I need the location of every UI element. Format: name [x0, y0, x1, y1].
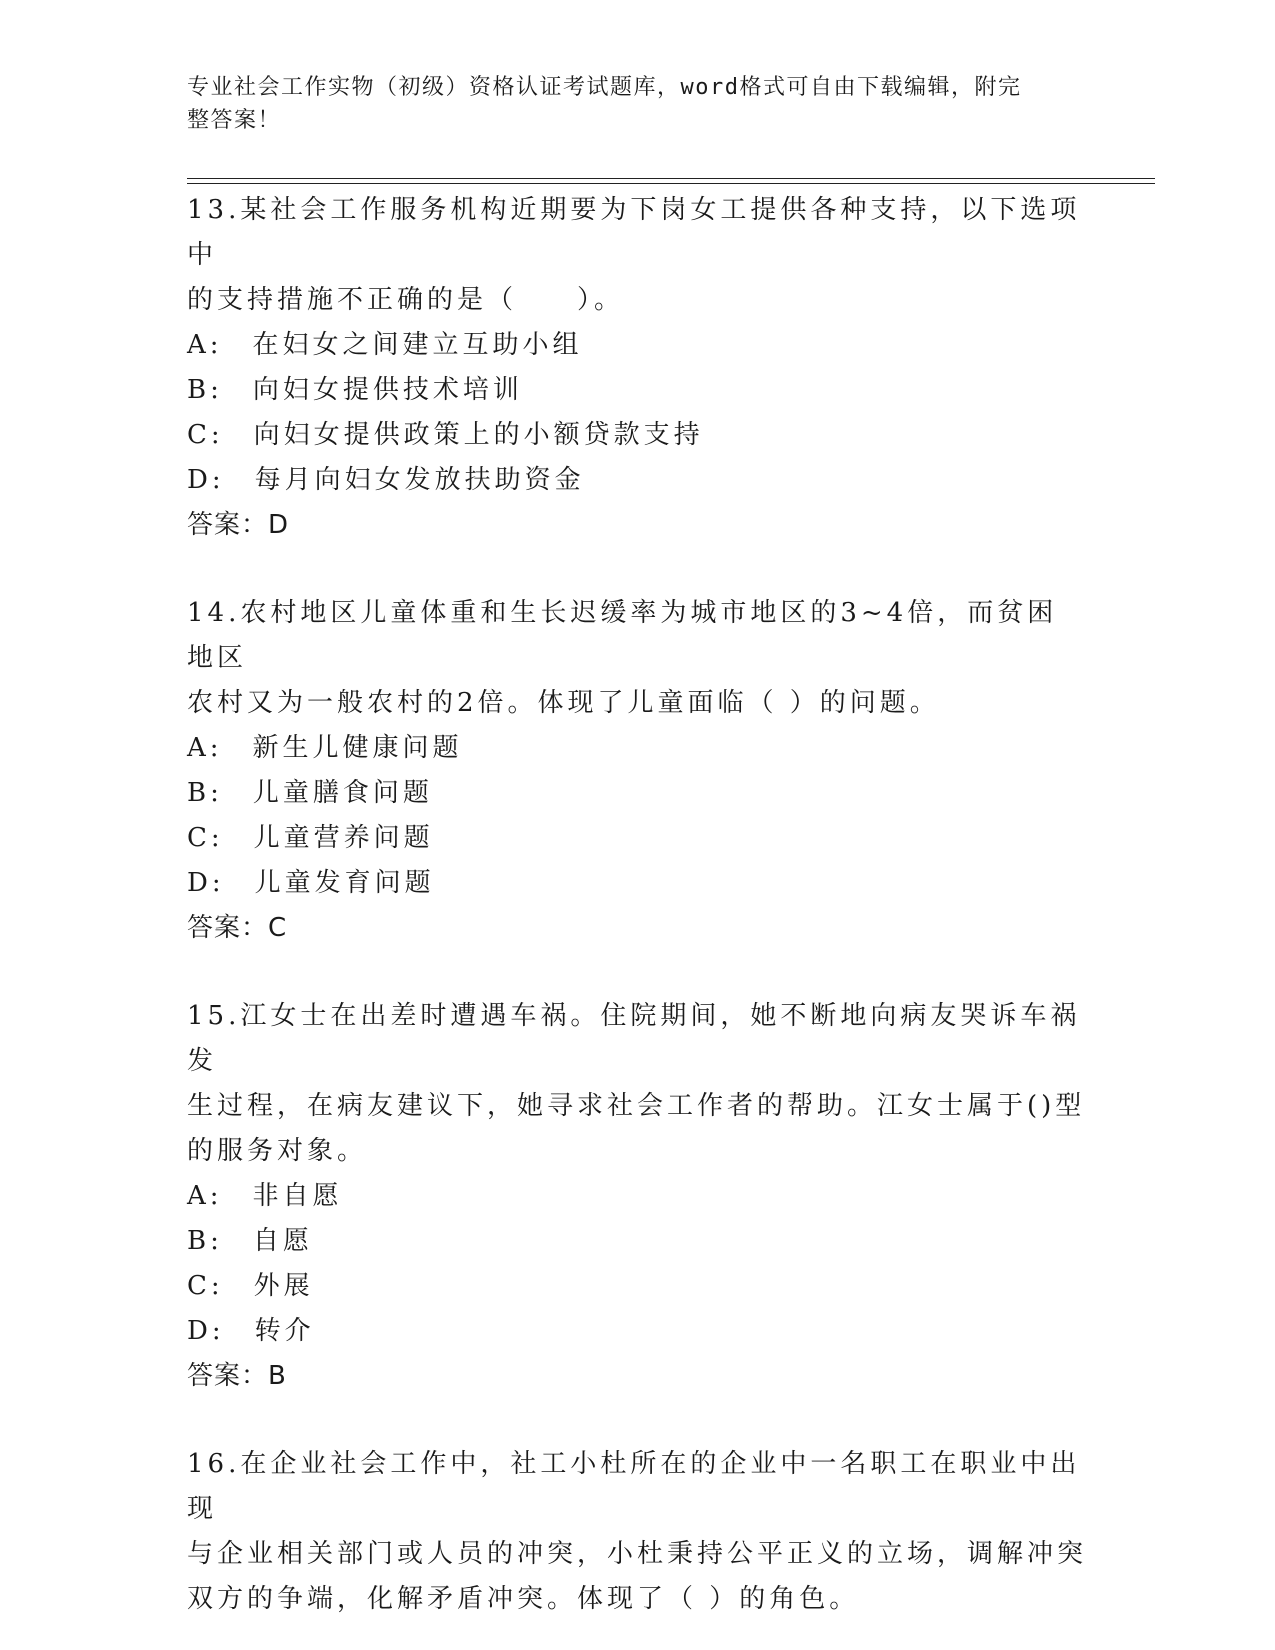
question-spacer	[187, 951, 1087, 994]
option-d: D: 每月向妇女发放扶助资金	[187, 465, 585, 495]
question-text-line: 14.农村地区儿童体重和生长迟缓率为城市地区的3~4倍，而贫困地区	[187, 598, 1058, 673]
question-list	[187, 188, 1087, 1622]
question-16	[187, 1442, 1087, 1622]
document-header	[187, 71, 1067, 137]
question-text-line: 生过程，在病友建议下，她寻求社会工作者的帮助。江女士属于()型	[187, 1091, 1086, 1121]
answer-label: 答案：C	[187, 913, 288, 943]
question-text-line: 16.在企业社会工作中，社工小杜所在的企业中一名职工在职业中出现	[187, 1449, 1081, 1524]
option-a: A: 在妇女之间建立互助小组	[187, 330, 583, 360]
question-text-line: 15.江女士在出差时遭遇车祸。住院期间，她不断地向病友哭诉车祸发	[187, 1001, 1081, 1076]
option-c: C: 儿童营养问题	[187, 823, 434, 853]
question-text-line: 与企业相关部门或人员的冲突，小杜秉持公平正义的立场，调解冲突	[187, 1539, 1088, 1569]
header-line-1: 专业社会工作实物（初级）资格认证考试题库，word格式可自由下载编辑，附完	[187, 75, 1022, 100]
option-b: B: 向妇女提供技术培训	[187, 375, 523, 405]
option-a: A: 非自愿	[187, 1181, 343, 1211]
answer-label: 答案：D	[187, 510, 290, 540]
question-13	[187, 188, 1087, 548]
option-a: A: 新生儿健康问题	[187, 733, 463, 763]
option-b: B: 儿童膳食问题	[187, 778, 433, 808]
question-15	[187, 994, 1087, 1399]
question-text-line: 13.某社会工作服务机构近期要为下岗女工提供各种支持，以下选项中	[187, 195, 1081, 270]
question-text-line: 双方的争端，化解矛盾冲突。体现了（ ）的角色。	[187, 1584, 860, 1614]
question-text-line: 的支持措施不正确的是（ ）。	[187, 285, 625, 315]
question-text-line: 的服务对象。	[187, 1136, 368, 1166]
header-divider-top	[187, 178, 1155, 179]
option-c: C: 外展	[187, 1271, 314, 1301]
option-c: C: 向妇女提供政策上的小额贷款支持	[187, 420, 704, 450]
option-d: D: 儿童发育问题	[187, 868, 435, 898]
question-14	[187, 591, 1087, 951]
option-b: B: 自愿	[187, 1226, 313, 1256]
header-line-2: 整答案！	[187, 108, 282, 133]
header-divider-bottom	[187, 183, 1155, 184]
question-text-line: 农村又为一般农村的2倍。体现了儿童面临（ ）的问题。	[187, 688, 940, 718]
question-spacer	[187, 548, 1087, 591]
option-d: D: 转介	[187, 1316, 315, 1346]
question-spacer	[187, 1399, 1087, 1442]
answer-label: 答案：B	[187, 1361, 287, 1391]
